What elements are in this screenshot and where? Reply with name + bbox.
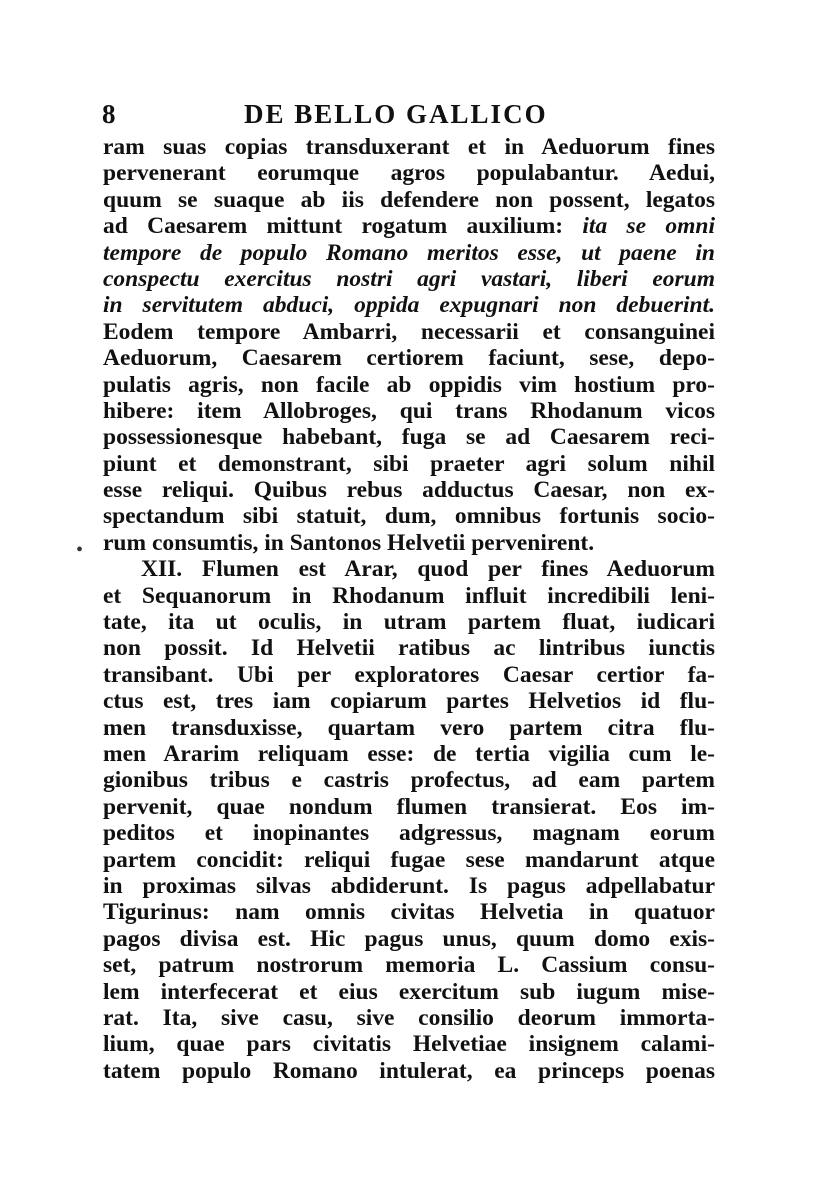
text-line: et Sequanorum in Rhodanum influit incredibili leni-	[103, 582, 715, 609]
text-line: lem interfecerat et eius exercitum sub iugum mise-	[103, 978, 715, 1005]
text-line: pagos divisa est. Hic pagus unus, quum domo exis-	[103, 925, 715, 952]
text-line: ram suas copias transduxerant et in Aeduorum fines	[103, 134, 715, 160]
text-line: tempore de populo Romano meritos esse, ut paene in	[103, 239, 715, 266]
margin-mark: •	[76, 539, 84, 561]
text-line: rat. Ita, sive casu, sive consilio deorum immorta-	[103, 1004, 715, 1031]
text-line: possessionesque habebant, fuga se ad Caesarem reci-	[103, 424, 715, 451]
text-line: quum se suaque ab iis defendere non possent, legatos	[103, 186, 715, 213]
body-text	[103, 134, 715, 1084]
text-line: lium, quae pars civitatis Helvetiae insignem calami-	[103, 1031, 715, 1058]
text-line: non possit. Id Helvetii ratibus ac lintribus iunctis	[103, 635, 715, 662]
text-line: gionibus tribus e castris profectus, ad eam partem	[103, 767, 715, 794]
text-line: Eodem tempore Ambarri, necessarii et consanguinei	[103, 318, 715, 345]
text-line: XII. Flumen est Arar, quod per fines Aeduorum	[141, 556, 715, 583]
text-line: set, patrum nostrorum memoria L. Cassium consu-	[103, 952, 715, 979]
text-line: peditos et inopinantes adgressus, magnam eorum	[103, 820, 715, 847]
text-line: transibant. Ubi per exploratores Caesar certior fa-	[103, 661, 715, 688]
text-line: men Ararim reliquam esse: de tertia vigilia cum le-	[103, 740, 715, 767]
text-line	[103, 213, 715, 239]
text-line: in proximas silvas abdiderunt. Is pagus adpellabatur	[103, 872, 715, 899]
text-line: pulatis agris, non facile ab oppidis vim hostium pro-	[103, 371, 715, 398]
text-line: pervenit, quae nondum flumen transierat. Eos im-	[103, 793, 715, 820]
text-line: esse reliqui. Quibus rebus adductus Caesar, non ex-	[103, 477, 715, 504]
text-line: pervenerant eorumque agros populabantur. Aedui,	[103, 160, 715, 187]
page-number: 8	[102, 99, 116, 129]
text-line-italic: ita se omni	[582, 213, 715, 240]
text-line: rum consumtis, in Santonos Helvetii pervenirent.	[103, 529, 595, 556]
text-line: in servitutem abduci, oppida expugnari non debuerint.	[103, 292, 715, 319]
page-header	[96, 96, 716, 132]
text-line: spectandum sibi statuit, dum, omnibus fortunis socio-	[103, 503, 715, 530]
text-line: hibere: item Allobroges, qui trans Rhodanum vicos	[103, 397, 715, 424]
text-line: Aeduorum, Caesarem certiorem faciunt, sese, depo-	[103, 345, 715, 372]
text-line: tate, ita ut oculis, in utram partem fluat, iudicari	[103, 609, 715, 636]
text-line: piunt et demonstrant, sibi praeter agri solum nihil	[103, 450, 715, 477]
text-line: ctus est, tres iam copiarum partes Helvetios id flu-	[103, 688, 715, 715]
text-line: Tigurinus: nam omnis civitas Helvetia in quatuor	[103, 899, 715, 926]
text-line: partem concidit: reliqui fugae sese mandarunt atque	[103, 846, 715, 873]
text-line: conspectu exercitus nostri agri vastari, liberi eorum	[103, 265, 715, 292]
running-title: DE BELLO GALLICO	[244, 99, 548, 129]
text-line: men transduxisse, quartam vero partem citra flu-	[103, 714, 715, 741]
text-line: tatem populo Romano intulerat, ea princeps poenas	[103, 1057, 715, 1084]
text-line-roman: ad Caesarem mittunt rogatum auxilium:	[103, 213, 583, 240]
